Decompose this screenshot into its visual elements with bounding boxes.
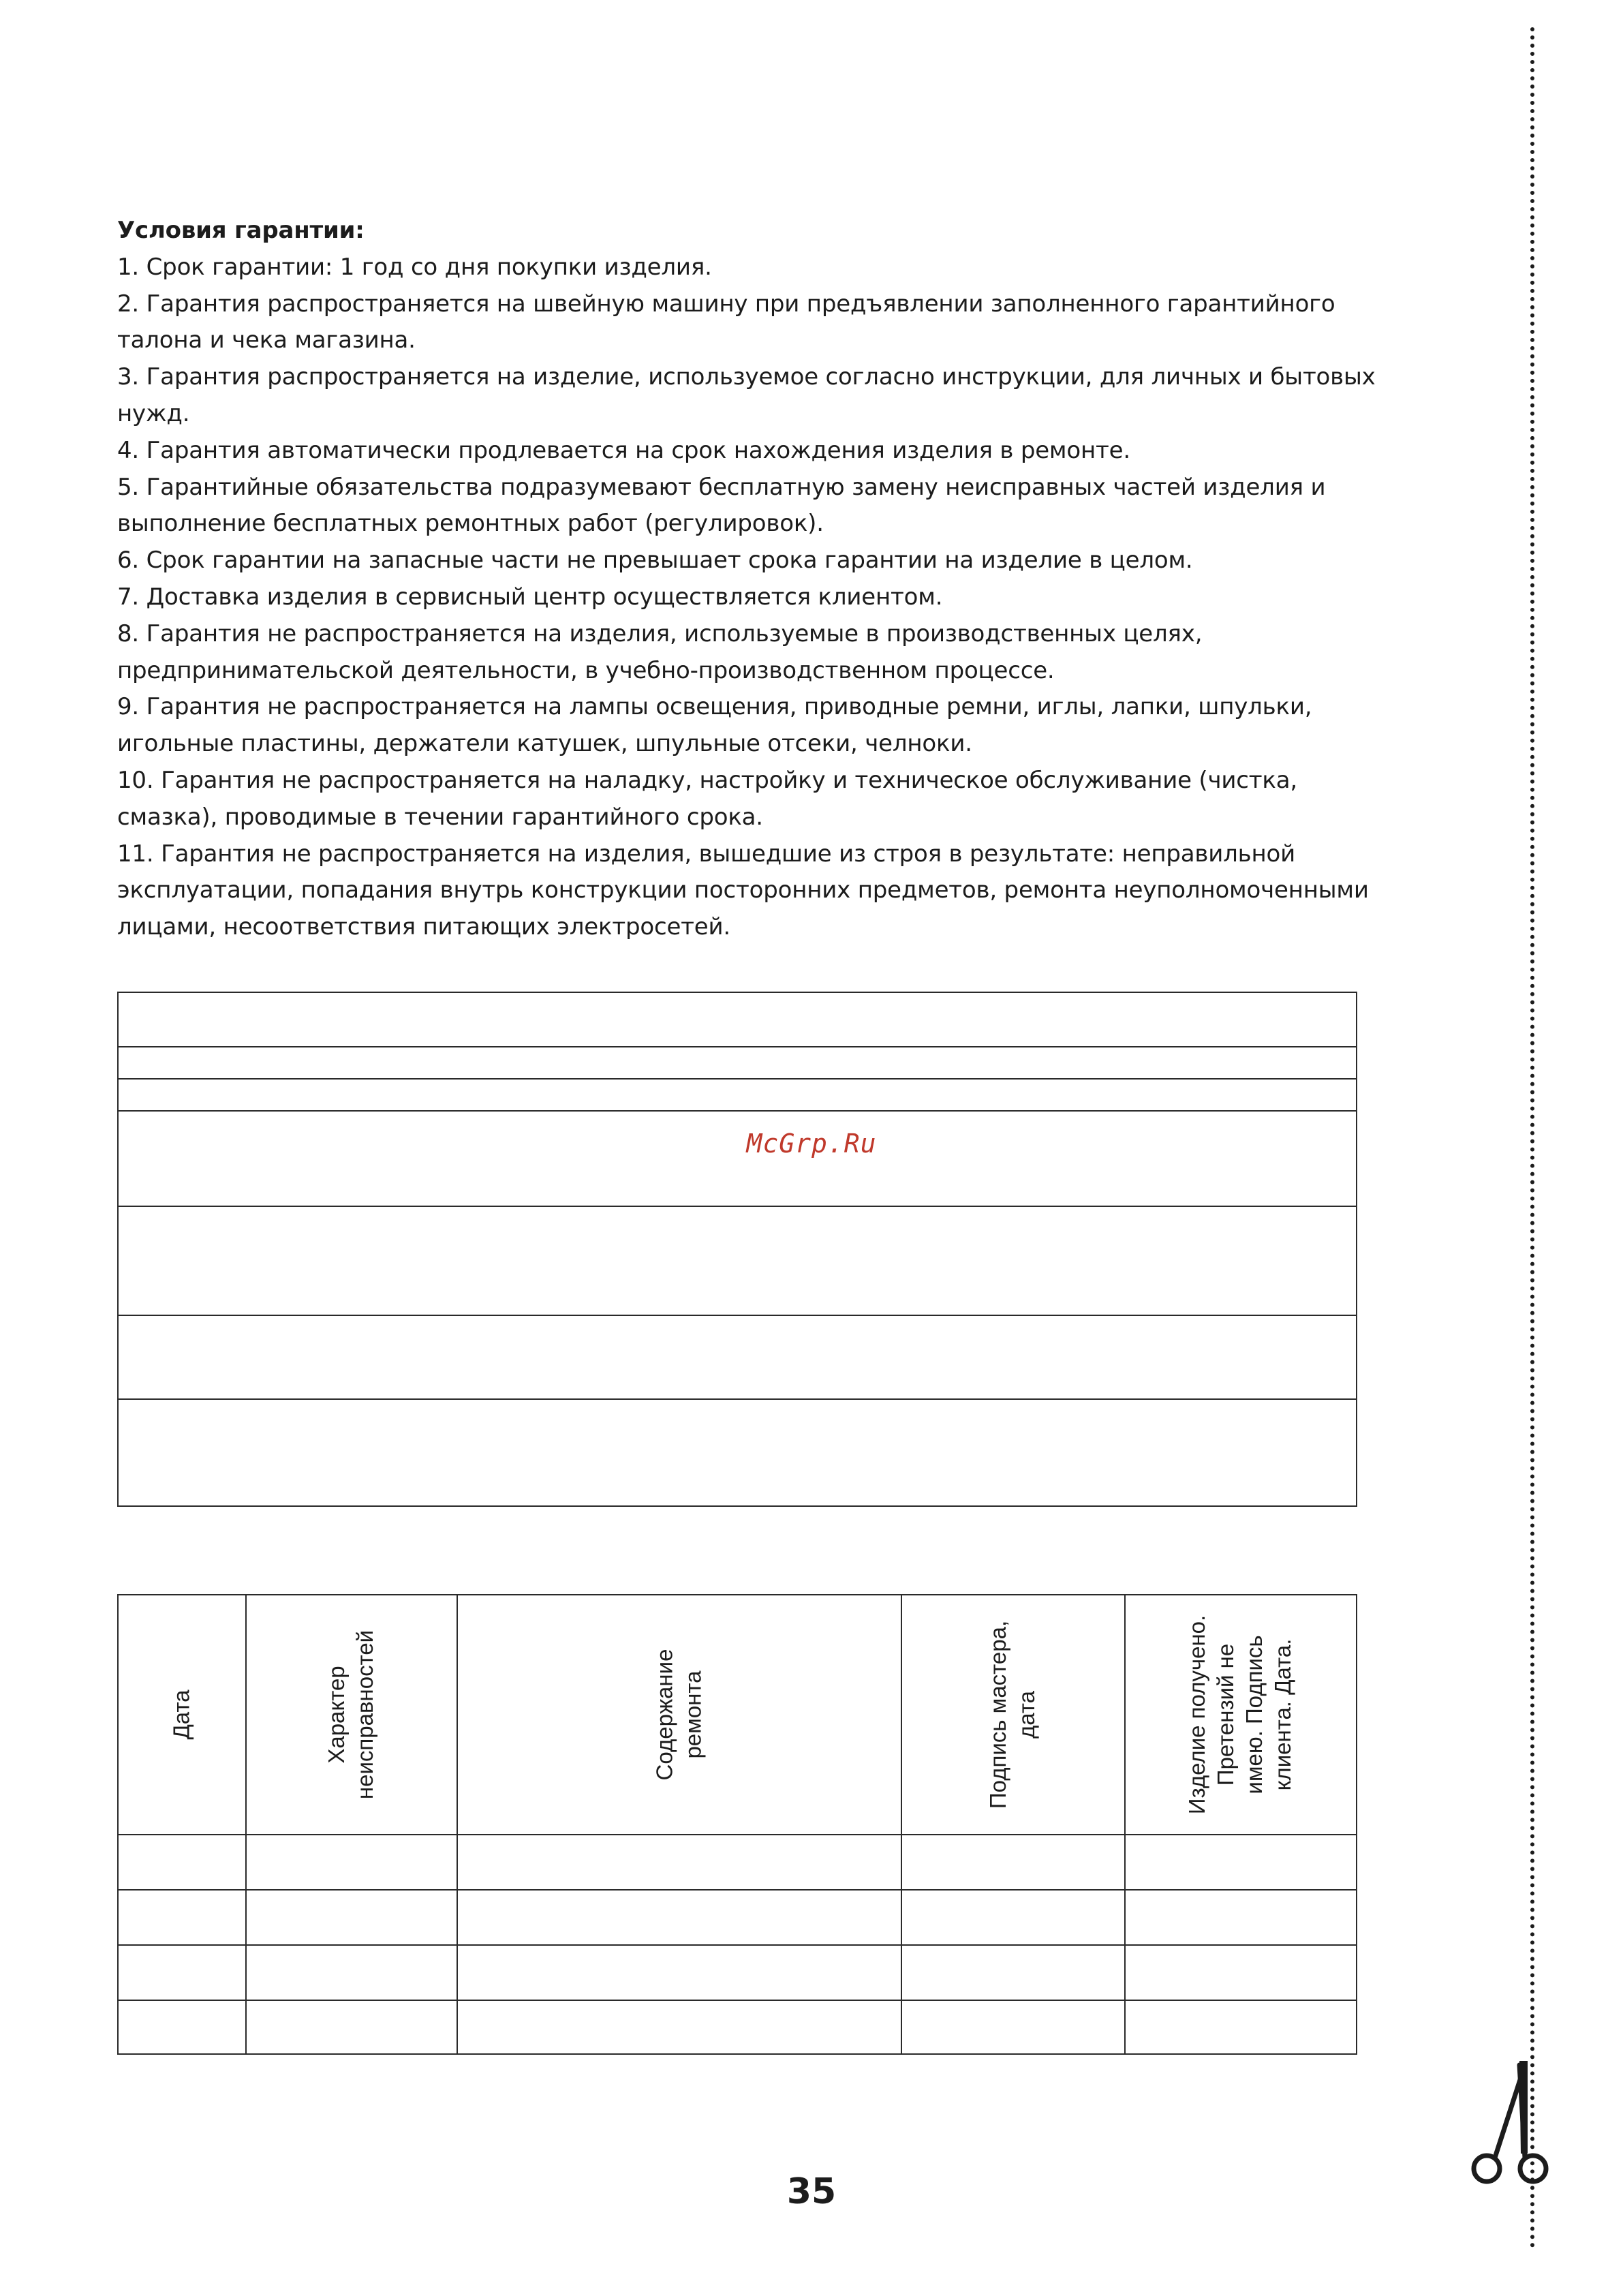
form-row-divider — [119, 1206, 1356, 1207]
header-repair-content — [457, 1595, 901, 1834]
condition-item-5: 5. Гарантийные обязательства подразумевают бесплатную замену неисправных частей изделия и выполнение бесплатных ремонтных работ (регулировок). — [117, 473, 1326, 538]
header-repair-content-line-1: Содержание — [651, 1649, 677, 1781]
warranty-conditions — [117, 213, 1378, 946]
condition-item-2: 2. Гарантия распространяется на швейную машину при предъявлении заполненного гарантийного талона и чека магазина. — [117, 290, 1335, 354]
form-row-divider — [119, 1078, 1356, 1080]
header-date-line-1: Дата — [168, 1689, 194, 1740]
condition-item-10: 10. Гарантия не распространяется на наладку, настройку и техническое обслуживание (чистка, смазка), проводимые в течении гарантийного срока. — [117, 766, 1297, 831]
header-master-signature — [901, 1595, 1124, 1834]
form-row-divider — [119, 1315, 1356, 1316]
condition-item-4: 4. Гарантия автоматически продлевается на срок нахождения изделия в ремонте. — [117, 436, 1130, 464]
condition-item-9: 9. Гарантия не распространяется на лампы освещения, приводные ремни, иглы, лапки, шпульки, игольные пластины, держатели катушек, шпульные отсеки, челноки. — [117, 693, 1312, 758]
table-row — [119, 1889, 1356, 1891]
header-date — [119, 1595, 245, 1834]
condition-item-3: 3. Гарантия распространяется на изделие, используемое согласно инструкции, для личных и бытовых нужд. — [117, 363, 1376, 427]
repair-table — [117, 1594, 1357, 2055]
form-row-divider — [119, 1046, 1356, 1047]
header-client-confirmation-line-4: клиента. Дата. — [1270, 1638, 1295, 1791]
condition-item-6: 6. Срок гарантии на запасные части не превышает срока гарантии на изделие в целом. — [117, 547, 1193, 575]
header-master-signature-line-1: Подпись мастера, — [985, 1620, 1010, 1809]
header-repair-content-line-2: ремонта — [680, 1670, 705, 1759]
header-fault-type-line-2: неисправностей — [352, 1629, 377, 1800]
header-master-signature-line-2: дата — [1014, 1691, 1039, 1739]
header-fault-type-line-1: Характер — [323, 1666, 349, 1764]
header-client-confirmation-line-1: Изделие получено. — [1184, 1614, 1209, 1815]
header-client-confirmation-line-2: Претензий не — [1213, 1643, 1238, 1786]
condition-item-7: 7. Доставка изделия в сервисный центр осуществляется клиентом. — [117, 583, 943, 611]
conditions-heading: Условия гарантии: — [117, 217, 365, 244]
page-number: 35 — [786, 2171, 837, 2212]
header-fault-type — [245, 1595, 457, 1834]
table-row — [119, 2000, 1356, 2001]
header-divider — [119, 1834, 1356, 1835]
condition-item-11: 11. Гарантия не распространяется на изделия, вышедшие из строя в результате: неправильной эксплуатации, попадания внутрь конструкции посторонних предметов, ремонта неуполномоченными лицами, несоответствия питающих электросетей. — [117, 840, 1369, 941]
header-client-confirmation — [1124, 1595, 1356, 1834]
header-client-confirmation-line-3: имею. Подпись — [1241, 1635, 1267, 1794]
warranty-form-box — [117, 992, 1357, 1507]
condition-item-8: 8. Гарантия не распространяется на изделия, используемые в производственных целях, предпринимательской деятельности, в учебно-производственном процессе. — [117, 619, 1203, 684]
condition-item-1: 1. Срок гарантии: 1 год со дня покупки изделия. — [117, 253, 712, 281]
form-row-divider — [119, 1398, 1356, 1400]
table-row — [119, 1944, 1356, 1946]
watermark: McGrp.Ru — [746, 1129, 877, 1159]
cut-line — [1530, 27, 1534, 2249]
form-row-divider — [119, 1110, 1356, 1112]
